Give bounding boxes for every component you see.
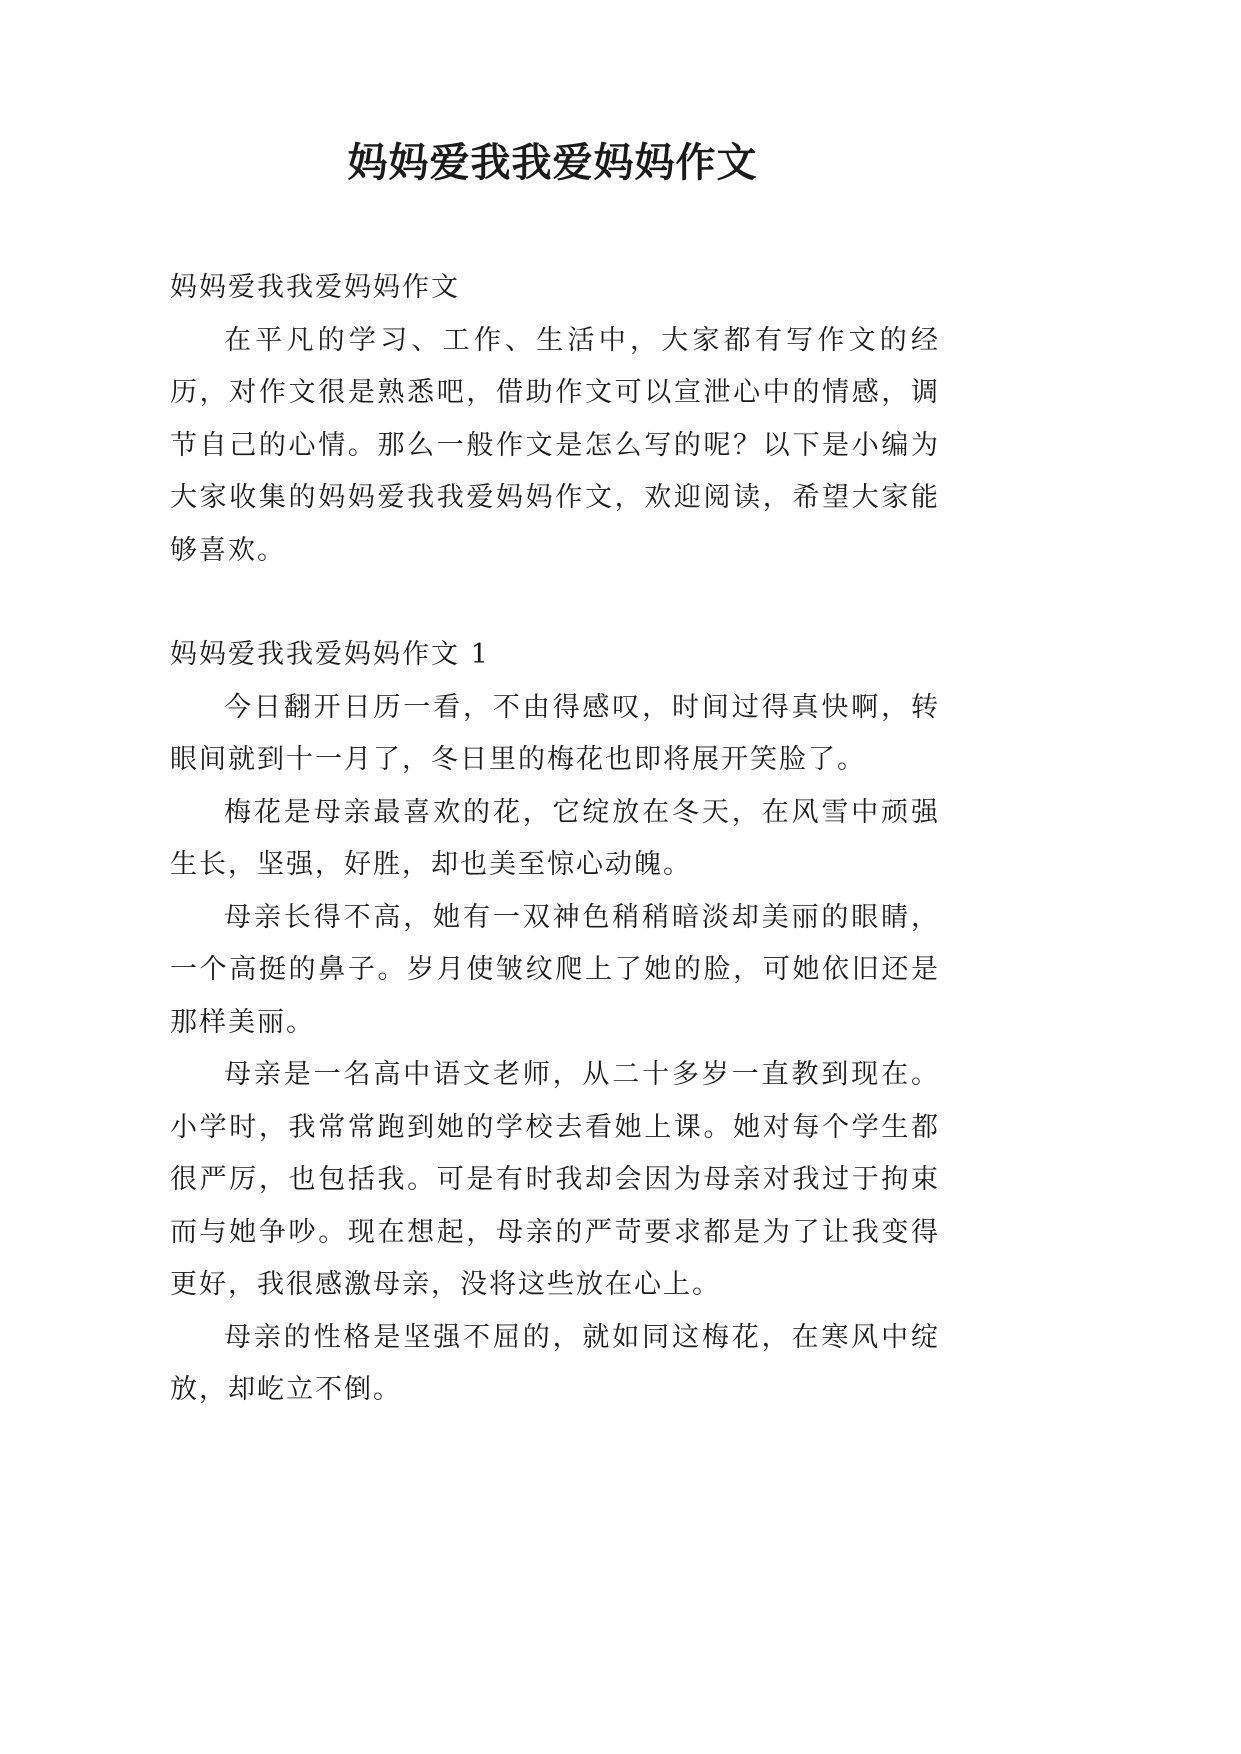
body-paragraph: 母亲的性格是坚强不屈的，就如同这梅花，在寒风中绽放，却屹立不倒。 bbox=[170, 1321, 940, 1405]
section-spacer bbox=[170, 577, 940, 629]
intro-paragraph: 在平凡的学习、工作、生活中，大家都有写作文的经历，对作文很是熟悉吧，借助作文可以宣泄心中的情感，调节自己的心情。那么一般作文是怎么写的呢？以下是小编为大家收集的妈妈爱我我爱妈妈作文，欢迎阅读，希望大家能够喜欢。 bbox=[170, 324, 940, 566]
section-heading: 妈妈爱我我爱妈妈作文 1 bbox=[170, 639, 490, 670]
document-subtitle: 妈妈爱我我爱妈妈作文 bbox=[170, 272, 460, 303]
document-body bbox=[170, 262, 940, 1417]
body-paragraph: 母亲是一名高中语文老师，从二十多岁一直教到现在。小学时，我常常跑到她的学校去看她上课。她对每个学生都很严厉，也包括我。可是有时我却会因为母亲对我过于拘束而与她争吵。现在想起，母亲的严苛要求都是为了让我变得更好，我很感激母亲，没将这些放在心上。 bbox=[170, 1059, 940, 1300]
body-paragraph: 母亲长得不高，她有一双神色稍稍暗淡却美丽的眼睛，一个高挺的鼻子。岁月使皱纹爬上了她的脸，可她依旧还是那样美丽。 bbox=[170, 901, 940, 1038]
document-title: 妈妈爱我我爱妈妈作文 bbox=[347, 139, 758, 186]
body-paragraph: 今日翻开日历一看，不由得感叹，时间过得真快啊，转眼间就到十一月了，冬日里的梅花也即将展开笑脸了。 bbox=[170, 691, 940, 775]
body-paragraph: 梅花是母亲最喜欢的花，它绽放在冬天，在风雪中顽强生长，坚强，好胜，却也美至惊心动魄。 bbox=[170, 796, 940, 880]
